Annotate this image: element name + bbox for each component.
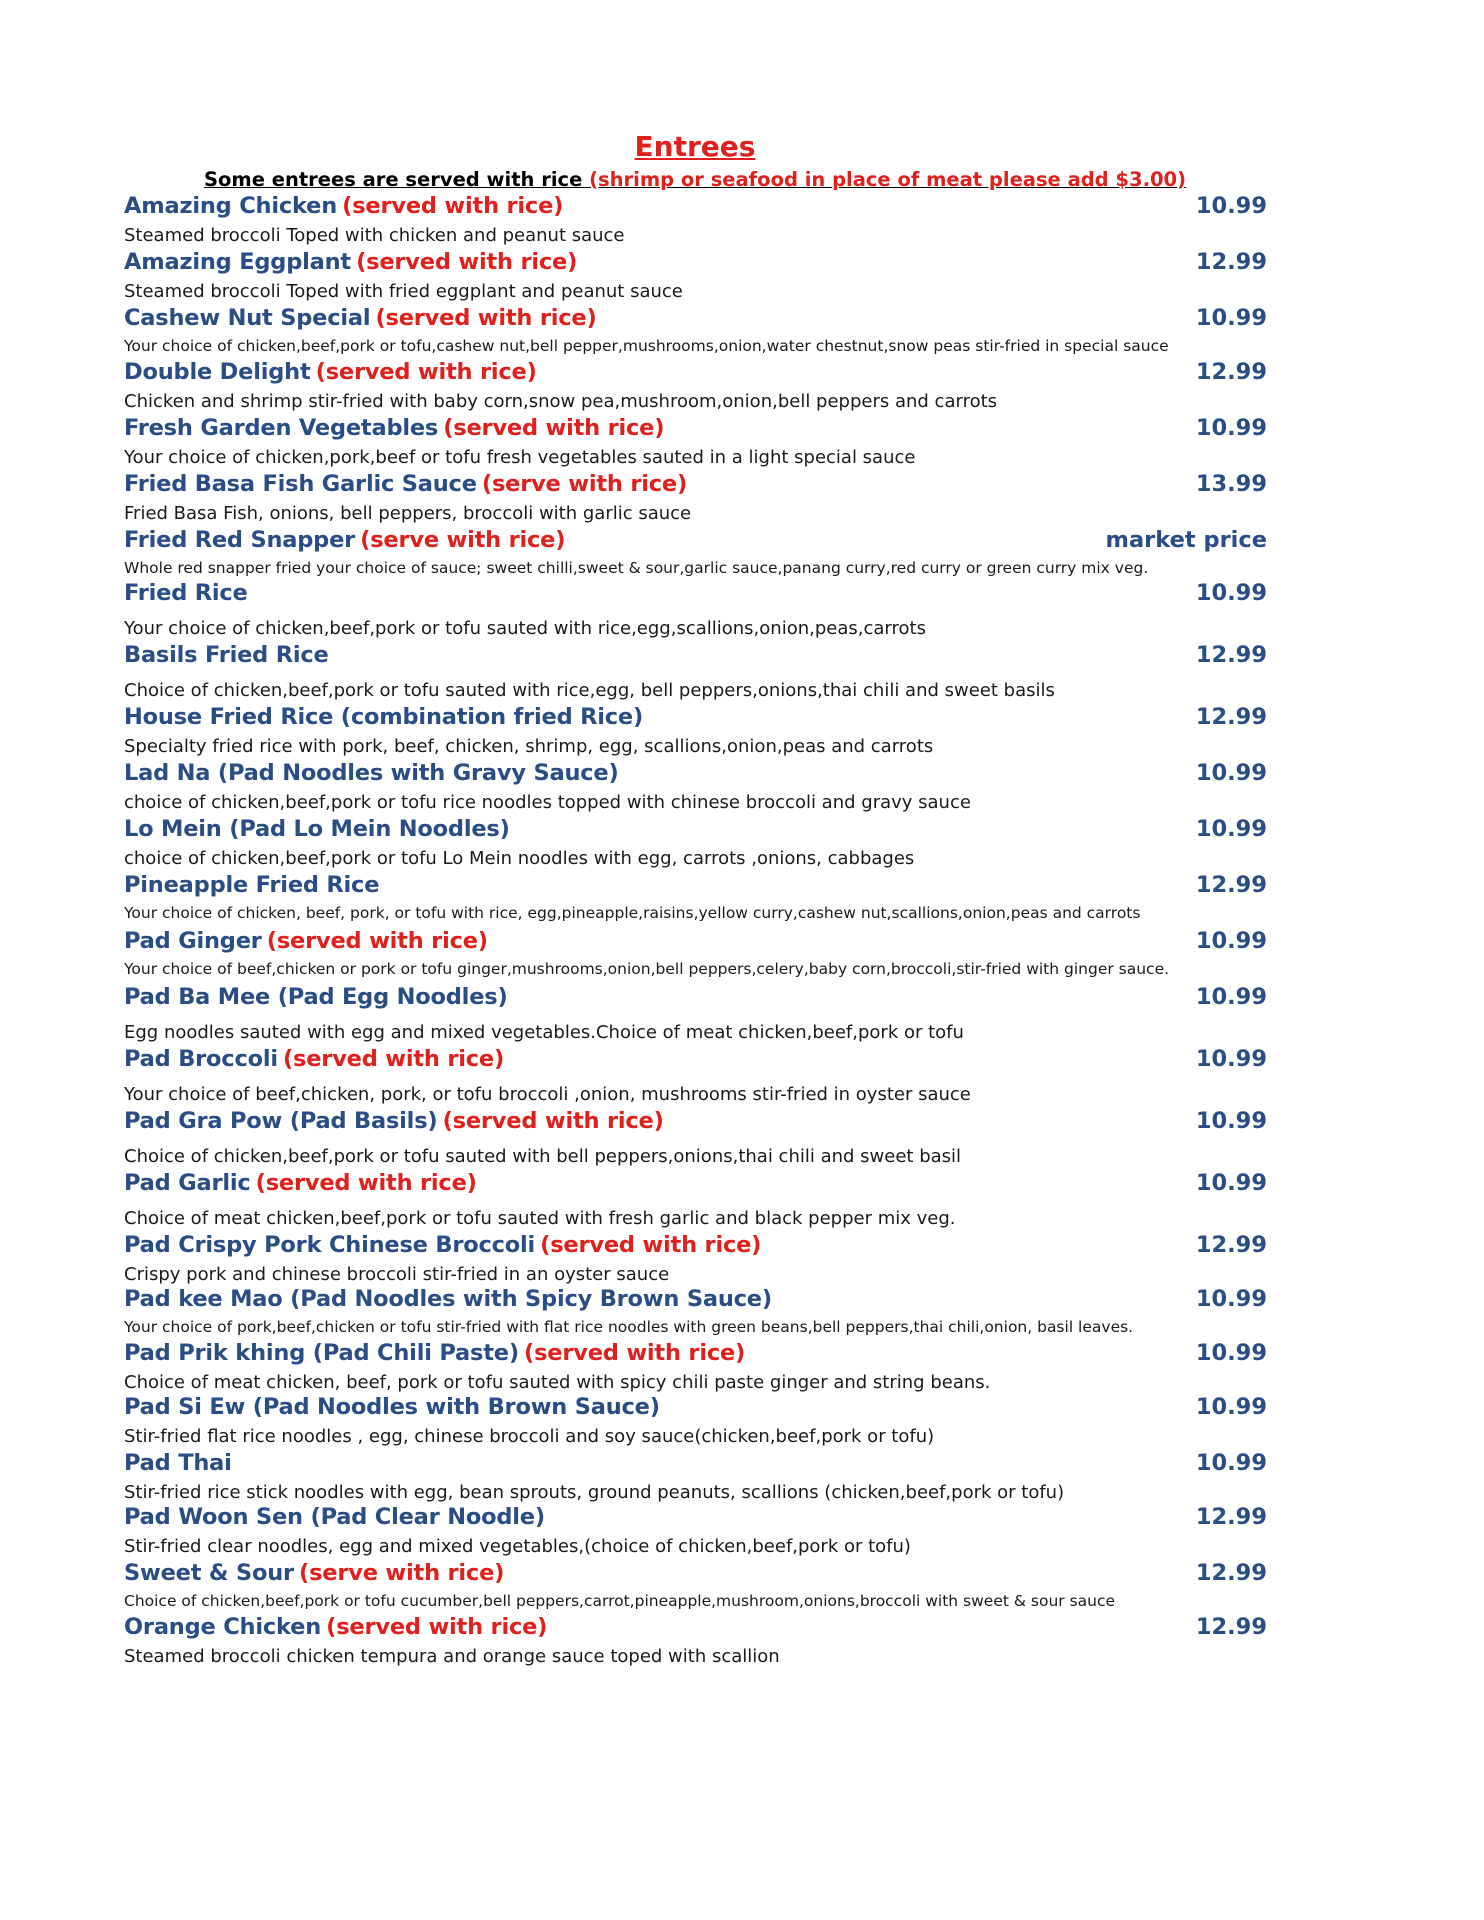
menu-item-price: 12.99 — [1195, 704, 1267, 730]
menu-item-description: Specialty fried rice with pork, beef, chicken, shrimp, egg, scallions,onion,peas and carrots — [124, 736, 934, 757]
menu-item-description: Choice of chicken,beef,pork or tofu sauted with rice,egg, bell peppers,onions,thai chili and sweet basils — [124, 680, 1055, 701]
menu-item-header — [124, 1614, 1267, 1646]
menu-item-price: 12.99 — [1195, 1560, 1267, 1586]
menu-item-description: Stir-fried clear noodles, egg and mixed vegetables,(choice of chicken,beef,pork or tofu) — [124, 1536, 911, 1557]
menu-item — [124, 193, 1267, 246]
menu-item-description: Crispy pork and chinese broccoli stir-fried in an oyster sauce — [124, 1264, 670, 1285]
menu-item-name: Orange Chicken — [124, 1614, 322, 1640]
menu-item-description: Your choice of chicken,beef,pork or tofu,cashew nut,bell pepper,mushrooms,onion,water chestnut,snow peas stir-fried in special sauce — [124, 337, 1169, 355]
menu-item-price: 10.99 — [1195, 816, 1267, 842]
menu-item-description: choice of chicken,beef,pork or tofu rice noodles topped with chinese broccoli and gravy sauce — [124, 792, 971, 813]
menu-item-header — [124, 1286, 1267, 1318]
menu-item-description: Steamed broccoli Toped with chicken and peanut sauce — [124, 225, 625, 246]
menu-item-price: 12.99 — [1195, 1614, 1267, 1640]
menu-item-header — [124, 704, 1267, 736]
menu-item — [124, 1046, 1267, 1105]
menu-item-description: Whole red snapper fried your choice of sauce; sweet chilli,sweet & sour,garlic sauce,panang curry,red curry or green curry mix veg. — [124, 559, 1149, 577]
menu-item — [124, 704, 1267, 757]
menu-item — [124, 580, 1267, 639]
menu-item-description: Steamed broccoli Toped with fried eggplant and peanut sauce — [124, 281, 683, 302]
menu-item-price: 10.99 — [1195, 1170, 1267, 1196]
menu-item-price: 10.99 — [1195, 1394, 1267, 1420]
menu-item-header — [124, 984, 1267, 1016]
page-subtitle — [0, 168, 1390, 191]
menu-item-description: Choice of meat chicken,beef,pork or tofu sauted with fresh garlic and black pepper mix veg. — [124, 1208, 956, 1229]
menu-item-name: Pad Gra Pow (Pad Basils) — [124, 1108, 438, 1134]
menu-item-header — [124, 1108, 1267, 1140]
menu-item-name: Pad Ba Mee (Pad Egg Noodles) — [124, 984, 508, 1010]
menu-item — [124, 928, 1267, 978]
menu-item-header — [124, 471, 1267, 503]
menu-item-header — [124, 249, 1267, 281]
menu-item-rice-note: (served with rice) — [255, 1170, 477, 1196]
menu-item-name: House Fried Rice (combination fried Rice) — [124, 704, 644, 730]
menu-item — [124, 1232, 1267, 1285]
menu-item-description: Egg noodles sauted with egg and mixed vegetables.Choice of meat chicken,beef,pork or tofu — [124, 1022, 964, 1043]
menu-item — [124, 1108, 1267, 1167]
menu-item-name: Sweet & Sour — [124, 1560, 294, 1586]
menu-item-rice-note: (served with rice) — [342, 193, 564, 219]
menu-item-description: Your choice of chicken, beef, pork, or tofu with rice, egg,pineapple,raisins,yellow curry,cashew nut,scallions,onion,peas and carrots — [124, 904, 1141, 922]
menu-item-price: 10.99 — [1195, 1108, 1267, 1134]
menu-item — [124, 1504, 1267, 1557]
menu-item-header — [124, 1504, 1267, 1536]
menu-item-header — [124, 816, 1267, 848]
menu-item-name: Fried Rice — [124, 580, 248, 606]
menu-item-rice-note: (served with rice) — [540, 1232, 762, 1258]
menu-item-rice-note: (serve with rice) — [481, 471, 688, 497]
menu-item-name: Pad Garlic — [124, 1170, 251, 1196]
menu-item-description: Your choice of chicken,beef,pork or tofu sauted with rice,egg,scallions,onion,peas,carrots — [124, 618, 926, 639]
menu-item-price: 10.99 — [1195, 760, 1267, 786]
menu-item-name: Pad Broccoli — [124, 1046, 278, 1072]
menu-item-header — [124, 1232, 1267, 1264]
menu-item-price: 12.99 — [1195, 249, 1267, 275]
menu-item-rice-note: (serve with rice) — [360, 527, 566, 553]
menu-item-name: Pad Ginger — [124, 928, 262, 954]
menu-item-name: Amazing Chicken — [124, 193, 338, 219]
menu-item-price: 10.99 — [1195, 580, 1267, 606]
menu-item — [124, 816, 1267, 869]
menu-item-rice-note: (served with rice) — [266, 928, 488, 954]
menu-item-name: Pad Woon Sen (Pad Clear Noodle) — [124, 1504, 545, 1530]
menu-item-name: Fried Red Snapper — [124, 527, 356, 553]
menu-item-header — [124, 1170, 1267, 1202]
menu-item-description: Fried Basa Fish, onions, bell peppers, broccoli with garlic sauce — [124, 503, 692, 524]
menu-item — [124, 1170, 1267, 1229]
menu-item-description: Choice of chicken,beef,pork or tofu cucumber,bell peppers,carrot,pineapple,mushroom,onions,broccoli with sweet & sour sauce — [124, 1592, 1116, 1610]
menu-item — [124, 1394, 1267, 1447]
menu-item-price: 12.99 — [1195, 642, 1267, 668]
menu-item-price: 10.99 — [1195, 1286, 1267, 1312]
menu-item-name: Pad Prik khing (Pad Chili Paste) — [124, 1340, 519, 1366]
menu-item-description: Stir-fried rice stick noodles with egg, bean sprouts, ground peanuts, scallions (chicken,beef,pork or tofu) — [124, 1482, 1065, 1503]
menu-item-description: Stir-fried flat rice noodles , egg, chinese broccoli and soy sauce(chicken,beef,pork or tofu) — [124, 1426, 935, 1447]
menu-item-price: 12.99 — [1195, 1232, 1267, 1258]
menu-item-price: 10.99 — [1195, 1340, 1267, 1366]
menu-item — [124, 872, 1267, 922]
menu-item-name: Lo Mein (Pad Lo Mein Noodles) — [124, 816, 510, 842]
menu-item — [124, 249, 1267, 302]
menu-item-name: Pad kee Mao (Pad Noodles with Spicy Brown Sauce) — [124, 1286, 772, 1312]
menu-item-name: Fried Basa Fish Garlic Sauce — [124, 471, 477, 497]
menu-item-rice-note: (served with rice) — [524, 1340, 746, 1366]
menu-item-price: 10.99 — [1195, 984, 1267, 1010]
menu-item-description: Steamed broccoli chicken tempura and orange sauce toped with scallion — [124, 1646, 780, 1667]
menu-item-header — [124, 872, 1267, 904]
menu-item-price: 10.99 — [1195, 1046, 1267, 1072]
menu-item-description: Your choice of pork,beef,chicken or tofu stir-fried with flat rice noodles with green beans,bell peppers,thai chili,onion, basil leaves. — [124, 1318, 1134, 1336]
menu-item — [124, 1286, 1267, 1336]
menu-item-header — [124, 1340, 1267, 1372]
menu-item-price: 10.99 — [1195, 928, 1267, 954]
menu-item-header — [124, 305, 1267, 337]
menu-item-header — [124, 1046, 1267, 1078]
menu-item-name: Cashew Nut Special — [124, 305, 371, 331]
menu-item-description: Chicken and shrimp stir-fried with baby corn,snow pea,mushroom,onion,bell peppers and carrots — [124, 391, 998, 412]
menu-item-rice-note: (served with rice) — [442, 1108, 664, 1134]
menu-item-name: Amazing Eggplant — [124, 249, 351, 275]
menu-item-header — [124, 359, 1267, 391]
menu-item-header — [124, 580, 1267, 612]
menu-item-description: Choice of chicken,beef,pork or tofu sauted with bell peppers,onions,thai chili and sweet basil — [124, 1146, 962, 1167]
menu-item — [124, 1560, 1267, 1610]
menu-item — [124, 1614, 1267, 1667]
menu-item — [124, 984, 1267, 1043]
menu-item-rice-note: (served with rice) — [282, 1046, 505, 1072]
menu-item — [124, 642, 1267, 701]
menu-item-name: Pad Thai — [124, 1450, 232, 1476]
menu-item-name: Fresh Garden Vegetables — [124, 415, 439, 441]
menu-item-rice-note: (served with rice) — [443, 415, 665, 441]
menu-item-header — [124, 928, 1267, 960]
menu-item-name: Basils Fried Rice — [124, 642, 329, 668]
menu-item-price: 10.99 — [1195, 415, 1267, 441]
menu-item-rice-note: (served with rice) — [375, 305, 597, 331]
subtitle-main: Some entrees are served with rice — [203, 168, 583, 191]
menu-item-description: choice of chicken,beef,pork or tofu Lo Mein noodles with egg, carrots ,onions, cabbages — [124, 848, 915, 869]
menu-item-price: 10.99 — [1195, 1450, 1267, 1476]
menu-item-description: Your choice of chicken,pork,beef or tofu fresh vegetables sauted in a light special sauce — [124, 447, 916, 468]
menu-item-header — [124, 760, 1267, 792]
subtitle-note: (shrimp or seafood in place of meat please add $3.00) — [589, 168, 1187, 191]
menu-item-price: 12.99 — [1195, 359, 1267, 385]
menu-item-price: 12.99 — [1195, 872, 1267, 898]
menu-item-price: 12.99 — [1195, 1504, 1267, 1530]
menu-item-name: Pineapple Fried Rice — [124, 872, 380, 898]
menu-item-header — [124, 415, 1267, 447]
menu-item-header — [124, 527, 1267, 559]
menu-item — [124, 305, 1267, 355]
menu-item-rice-note: (served with rice) — [356, 249, 578, 275]
menu-item-name: Pad Crispy Pork Chinese Broccoli — [124, 1232, 536, 1258]
menu-item-name: Pad Si Ew (Pad Noodles with Brown Sauce) — [124, 1394, 660, 1420]
menu-item-description: Your choice of beef,chicken or pork or tofu ginger,mushrooms,onion,bell peppers,celery,baby corn,broccoli,stir-fried with ginger sauce. — [124, 960, 1170, 978]
menu-item — [124, 359, 1267, 412]
menu-item-price: market price — [1105, 527, 1267, 553]
menu-item-description: Your choice of beef,chicken, pork, or tofu broccoli ,onion, mushrooms stir-fried in oyster sauce — [124, 1084, 971, 1105]
menu-item-name: Lad Na (Pad Noodles with Gravy Sauce) — [124, 760, 619, 786]
menu-item-header — [124, 1560, 1267, 1592]
menu-item-header — [124, 1394, 1267, 1426]
menu-item-description: Choice of meat chicken, beef, pork or tofu sauted with spicy chili paste ginger and string beans. — [124, 1372, 991, 1393]
menu-item — [124, 471, 1267, 524]
menu-item — [124, 415, 1267, 468]
menu-item-rice-note: (served with rice) — [315, 359, 537, 385]
menu-item-price: 13.99 — [1195, 471, 1267, 497]
menu-item-price: 10.99 — [1195, 193, 1267, 219]
menu-item-header — [124, 1450, 1267, 1482]
menu-item-name: Double Delight — [124, 359, 311, 385]
menu-item-header — [124, 193, 1267, 225]
menu-item-rice-note: (serve with rice) — [299, 1560, 505, 1586]
menu-item-header — [124, 642, 1267, 674]
menu-item — [124, 1340, 1267, 1393]
menu-item — [124, 760, 1267, 813]
menu-item-price: 10.99 — [1195, 305, 1267, 331]
menu-item — [124, 527, 1267, 577]
menu-item-rice-note: (served with rice) — [326, 1614, 548, 1640]
page-title: Entrees — [634, 130, 756, 163]
menu-item — [124, 1450, 1267, 1503]
